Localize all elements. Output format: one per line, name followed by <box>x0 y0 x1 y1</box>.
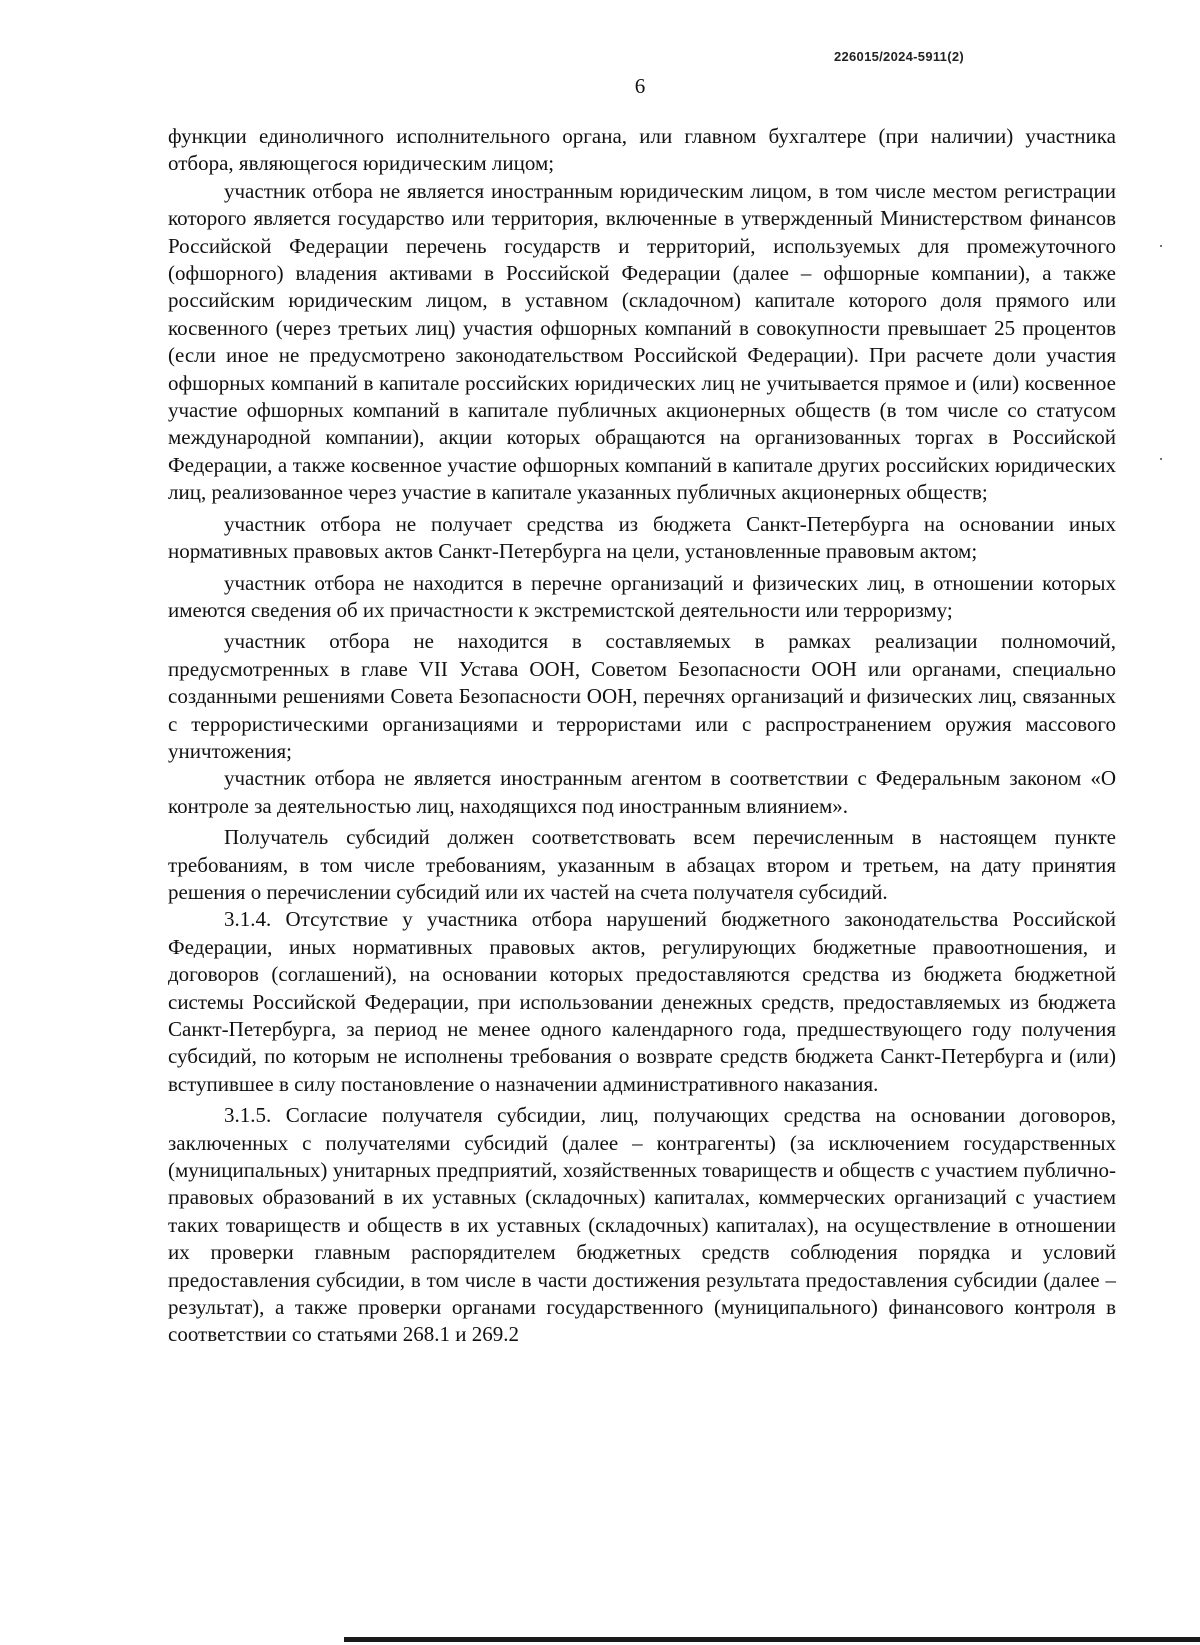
paragraph-extremism-list-requirement: участник отбора не находится в перечне организаций и физических лиц, в отношении которых имеются сведения об их причастности к экстремистской деятельности или терроризму; <box>168 570 1116 622</box>
paragraph-recipient-compliance: Получатель субсидий должен соответствовать всем перечисленным в настоящем пункте требованиям, в том числе требованиям, указанным в абзацах втором и третьем, на дату принятия решения о перечислении субсидий или их частей на счета получателя субсидий. <box>168 825 1116 904</box>
paragraph-continuation: функции единоличного исполнительного органа, или главном бухгалтере (при наличии) участника отбора, являющегося юридическим лицом; <box>168 124 1116 176</box>
document-body <box>168 123 1116 1349</box>
paragraph-budget-funds-requirement: участник отбора не получает средства из бюджета Санкт-Петербурга на основании иных нормативных правовых актов Санкт-Петербурга на цели, установленные правовым актом; <box>168 511 1116 564</box>
scan-speck <box>1160 245 1162 247</box>
paragraph-un-sanctions-requirement: участник отбора не находится в составляемых в рамках реализации полномочий, предусмотренных в главе VII Устава ООН, Советом Безопасности ООН или органами, специально созданными решениями Совета Безопасности ООН, перечнях организаций и физических лиц, связанных с террористическими организациями и террористами или с распространением оружия массового уничтожения; <box>168 629 1116 763</box>
paragraph-foreign-agent-requirement: участник отбора не является иностранным агентом в соответствии с Федеральным законом «О контроле за деятельностью лиц, находящихся под иностранным влиянием». <box>168 766 1116 818</box>
scan-speck <box>1160 458 1162 460</box>
paragraph-clause-3-1-4: 3.1.4. Отсутствие у участника отбора нарушений бюджетного законодательства Российской Федерации, иных нормативных правовых актов, регулирующих бюджетные правоотношения, и договоров (соглашений), на основании которых предоставляются средства из бюджета бюджетной системы Российской Федерации, при использовании денежных средств, предоставляемых из бюджета Санкт-Петербурга, за период не менее одного календарного года, предшествующего году получения субсидий, по которым не исполнены требования о возврате средств бюджета Санкт-Петербурга и (или) вступившее в силу постановление о назначении административного наказания. <box>168 907 1116 1096</box>
paragraph-offshore-requirement: участник отбора не является иностранным юридическим лицом, в том числе местом регистрации которого является государство или территория, включенные в утвержденный Министерством финансов Российской Федерации перечень государств и территорий, используемых для промежуточного (офшорного) владения активами в Российской Федерации (далее – офшорные компании), а также российским юридическим лицом, в уставном (складочном) капитале которого доля прямого или косвенного (через третьих лиц) участия офшорных компаний в совокупности превышает 25 процентов (если иное не предусмотрено законодательством Российской Федерации). При расчете доли участия офшорных компаний в капитале российских юридических лиц не учитывается прямое и (или) косвенное участие офшорных компаний в капитале публичных акционерных обществ (в том числе со статусом международной компании), акции которых обращаются на организованных торгах в Российской Федерации, а также косвенное участие офшорных компаний в капитале других российских юридических лиц, реализованное через участие в капитале указанных публичных акционерных обществ; <box>168 178 1116 505</box>
paragraph-clause-3-1-5: 3.1.5. Согласие получателя субсидии, лиц, получающих средства на основании договоров, заключенных с получателями субсидий (далее – контрагенты) (за исключением государственных (муниципальных) унитарных предприятий, хозяйственных товариществ и обществ с участием публично-правовых образований в их уставных (складочных) капиталах, коммерческих организаций с участием таких товариществ и обществ в их уставных (складочных) капиталах), на осуществление в отношении их проверки главным распорядителем бюджетных средств соблюдения порядка и условий предоставления субсидии, в том числе в части достижения результата предоставления субсидии (далее – результат), а также проверки органами государственного (муниципального) финансового контроля в соответствии со статьями 268.1 и 269.2 <box>168 1103 1116 1347</box>
scan-edge-line <box>344 1637 1200 1642</box>
document-registration-number: 226015/2024-5911(2) <box>833 49 964 64</box>
page-number: 6 <box>634 74 646 98</box>
